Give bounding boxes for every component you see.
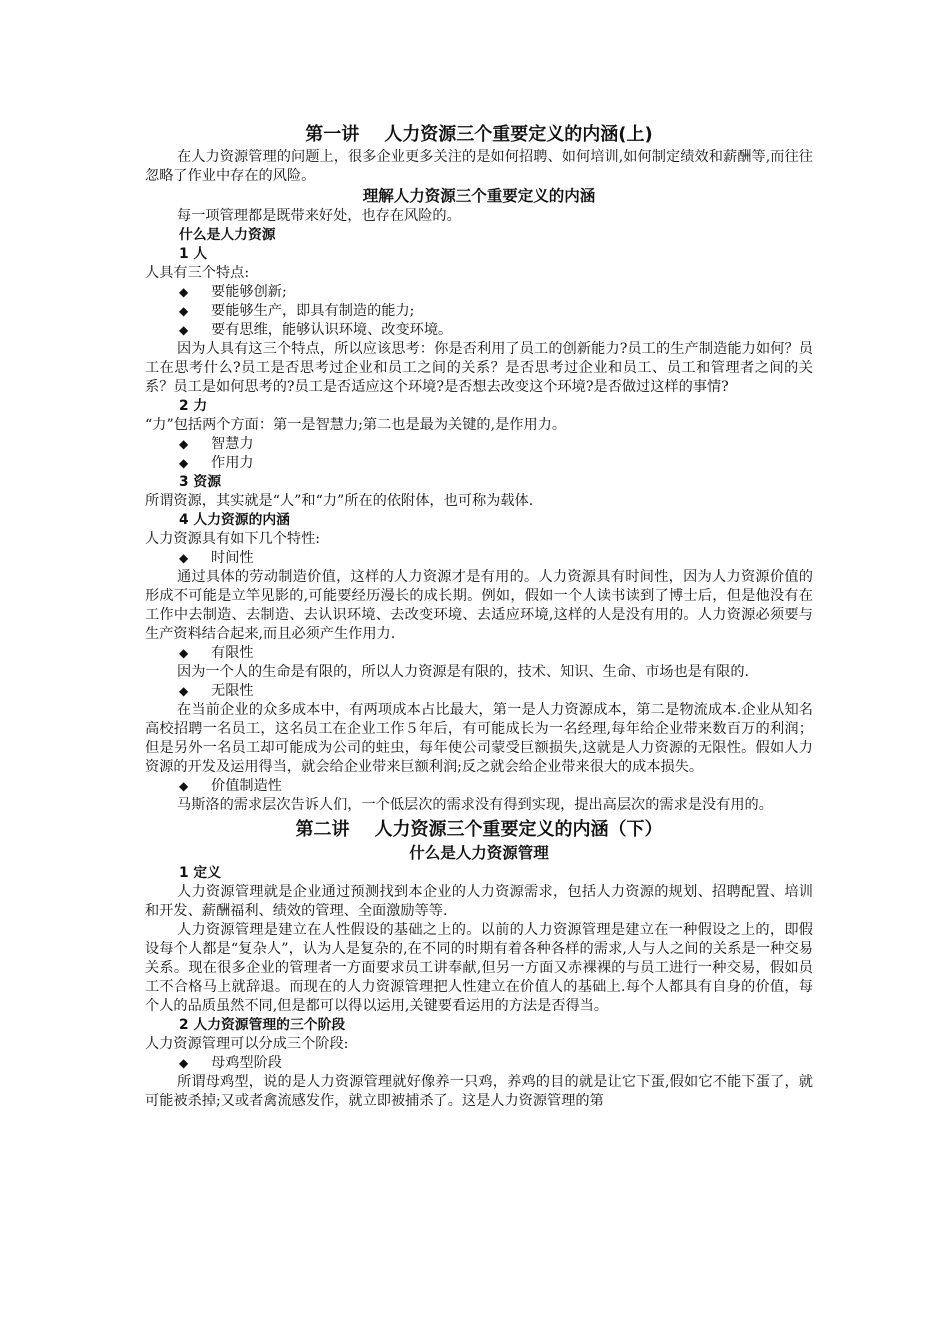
value-paragraph: 马斯洛的需求层次告诉人们，一个低层次的需求没有得到实现，提出高层次的需求是没有用的。 xyxy=(177,797,773,813)
bullet-text: 有限性 xyxy=(211,645,254,661)
heading-stages: 2 人力资源管理的三个阶段 xyxy=(179,1017,346,1033)
time-paragraph: 通过具体的劳动制造价值，这样的人力资源才是有用的。人力资源具有时间性，因为人力资源价值的形成不可能是立竿见影的,可能要经历漫长的成长期。例如，假如一个人读书读到了博士后，但是他没有在工作中去制造、去制造、去认识环境、去改变环境、去适应环境,这样的人是没有用的。人力资源必须要与生产资料结合起来,而且必须产生作用力. xyxy=(145,569,813,642)
bullet-item xyxy=(145,682,813,701)
bullet-text: 母鸡型阶段 xyxy=(211,1055,282,1071)
bullet-item xyxy=(145,549,813,568)
heading-what-is-hr: 什么是人力资源 xyxy=(179,227,276,243)
lecture-2-section-title: 什么是人力资源管理 xyxy=(409,844,549,862)
bullet-item xyxy=(145,321,813,340)
bullet-item xyxy=(145,644,813,663)
lecture-1-intro: 在人力资源管理的问题上，很多企业更多关注的是如何招聘、如何培训,如何制定绩效和薪酬等,而往往忽略了作业中存在的风险。 xyxy=(145,149,813,184)
person-paragraph: 因为人具有这三个特点，所以应该思考：你是否利用了员工的创新能力?员工的生产制造能力如何？员工在思考什么?员工是否思考过企业和员工之间的关系？是否思考过企业和员工、员工和管理者之间的关系？员工是如何思考的?员工是否适应这个环境?是否想去改变这个环境?是否做过这样的事情? xyxy=(145,341,813,395)
bullet-text: 无限性 xyxy=(211,683,254,699)
heading-definition: 1 定义 xyxy=(179,865,221,881)
diamond-bullet-icon: ◆ xyxy=(179,285,189,299)
bullet-item xyxy=(145,302,813,321)
assumption-paragraph: 人力资源管理是建立在人性假设的基础之上的。以前的人力资源管理是建立在一种假设之上的，即假设每个人都是“复杂人”，认为人是复杂的,在不同的时期有着各种各样的需求,人与人之间的关系是一种交易关系。现在很多企业的管理者一方面要求员工讲奉献,但另一方面又赤裸裸的与员工进行一种交易，假如员工不合格马上就辞退。而现在的人力资源管理把人性建立在价值人的基础上.每个人都具有自身的价值，每个人的品质虽然不同,但是都可以得以运用,关键要看运用的方法是否得当。 xyxy=(145,922,813,1014)
bullet-text: 要有思维，能够认识环境、改变环境。 xyxy=(211,322,453,338)
power-intro: “力”包括两个方面：第一是智慧力;第二也是最为关键的,是作用力。 xyxy=(145,417,567,433)
diamond-bullet-icon: ◆ xyxy=(179,684,189,698)
document-page xyxy=(145,122,813,1111)
person-intro: 人具有三个特点: xyxy=(145,265,250,281)
bullet-item xyxy=(145,435,813,454)
diamond-bullet-icon: ◆ xyxy=(179,323,189,337)
heading-person: 1 人 xyxy=(179,246,208,262)
connotation-intro: 人力资源具有如下几个特性: xyxy=(145,531,321,547)
diamond-bullet-icon: ◆ xyxy=(179,304,189,318)
diamond-bullet-icon: ◆ xyxy=(179,551,189,565)
diamond-bullet-icon: ◆ xyxy=(179,456,189,470)
hen-paragraph: 所谓母鸡型，说的是人力资源管理就好像养一只鸡，养鸡的目的就是让它下蛋,假如它不能下蛋了，就可能被杀掉;又或者禽流感发作，就立即被捕杀了。这是人力资源管理的第 xyxy=(145,1074,813,1109)
bullet-text: 价值制造性 xyxy=(211,778,282,794)
diamond-bullet-icon: ◆ xyxy=(179,779,189,793)
bullet-text: 要能够创新; xyxy=(211,284,287,300)
diamond-bullet-icon: ◆ xyxy=(179,646,189,660)
bullet-item xyxy=(145,777,813,796)
lecture-2-title: 第二讲 人力资源三个重要定义的内涵（下） xyxy=(295,819,663,840)
diamond-bullet-icon: ◆ xyxy=(179,437,189,451)
limited-paragraph: 因为一个人的生命是有限的，所以人力资源是有限的，技术、知识、生命、市场也是有限的. xyxy=(177,664,750,680)
unlimited-paragraph: 在当前企业的众多成本中，有两项成本占比最大，第一是人力资源成本，第二是物流成本.企业从知名高校招聘一名员工，这名员工在企业工作５年后，有可能成长为一名经理,每年给企业带来数百万的利润；但是另外一名员工却可能成为公司的蛀虫，每年使公司蒙受巨额损失,这就是人力资源的无限性。假如人力资源的开发及运用得当，就会给企业带来巨额利润;反之就会给企业带来很大的成本损失。 xyxy=(145,702,813,775)
lecture-1-section-intro: 每一项管理都是既带来好处，也存在风险的。 xyxy=(177,208,461,224)
heading-resource: 3 资源 xyxy=(179,474,221,490)
heading-connotation: 4 人力资源的内涵 xyxy=(179,512,290,528)
heading-power: 2 力 xyxy=(179,398,208,414)
stages-intro: 人力资源管理可以分成三个阶段: xyxy=(145,1036,349,1052)
bullet-text: 作用力 xyxy=(211,455,254,471)
bullet-text: 智慧力 xyxy=(211,436,254,452)
bullet-item xyxy=(145,454,813,473)
lecture-1-section-title: 理解人力资源三个重要定义的内涵 xyxy=(362,187,596,205)
bullet-item xyxy=(145,1054,813,1073)
bullet-text: 要能够生产，即具有制造的能力; xyxy=(211,303,415,319)
bullet-text: 时间性 xyxy=(211,550,254,566)
diamond-bullet-icon: ◆ xyxy=(179,1056,189,1070)
resource-paragraph: 所谓资源，其实就是“人”和“力”所在的依附体，也可称为载体. xyxy=(145,493,534,509)
bullet-item xyxy=(145,283,813,302)
definition-paragraph: 人力资源管理就是企业通过预测找到本企业的人力资源需求，包括人力资源的规划、招聘配置、培训和开发、薪酬福利、绩效的管理、全面激励等等. xyxy=(145,884,813,919)
lecture-1-title: 第一讲 人力资源三个重要定义的内涵(上) xyxy=(305,124,653,145)
